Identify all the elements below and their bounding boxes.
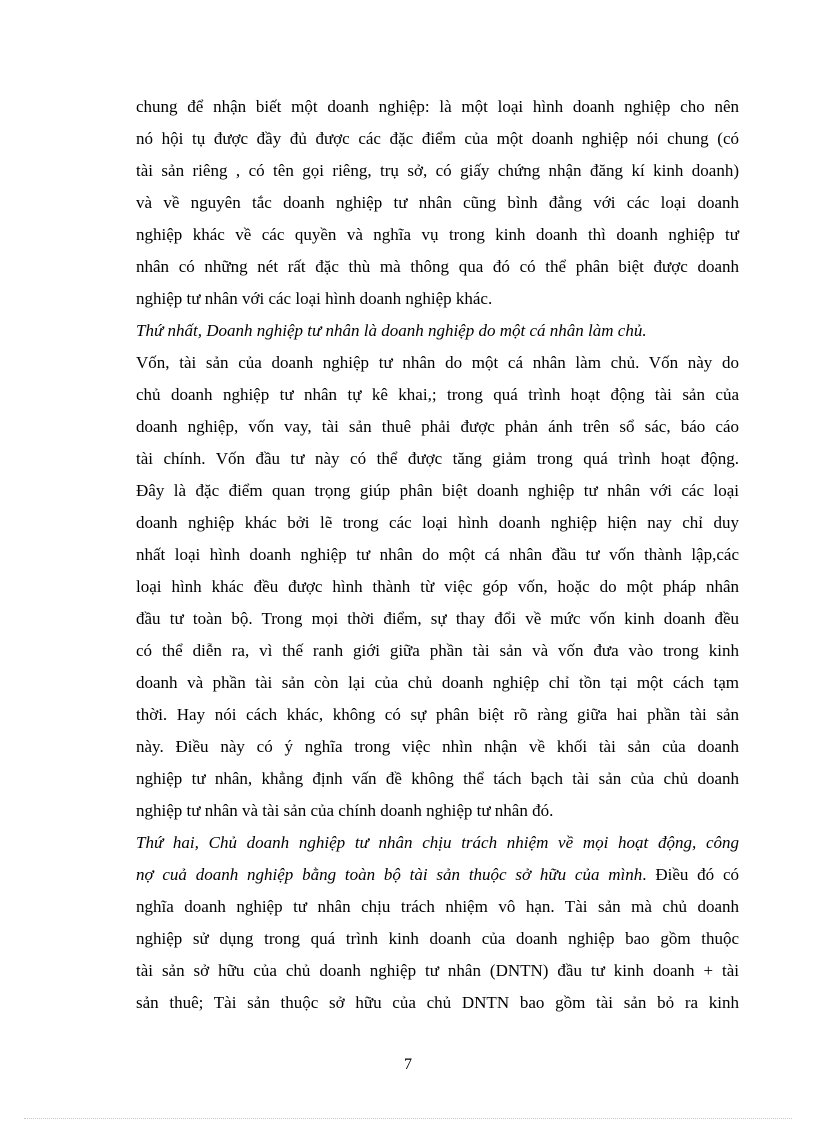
paragraph-line: doanh nghiệp, vốn vay, tài sản thuê phải được phản ánh trên sổ sác, báo cáo [136,417,739,436]
paragraph-line: nó hội tụ được đầy đủ được các đặc điểm của một doanh nghiệp nói chung (có [136,129,739,148]
section-heading-second: Thứ hai, Chủ doanh nghiệp tư nhân chịu trách nhiệm về mọi hoạt động, công [136,833,739,852]
page-bottom-divider [24,1118,792,1119]
paragraph-line: và về nguyên tắc doanh nghiệp tư nhân cũng bình đẳng với các loại doanh [136,193,739,212]
paragraph-line: nhân có những nét rất đặc thù mà thông qua đó có thể phân biệt được doanh [136,257,739,276]
section-heading-second-continued [136,865,739,885]
section-heading-first: Thứ nhất, Doanh nghiệp tư nhân là doanh nghiệp do một cá nhân làm chủ. [136,321,647,340]
paragraph-line: tài sản riêng , có tên gọi riêng, trụ sở, có giấy chứng nhận đăng kí kinh doanh) [136,161,739,180]
paragraph-line: doanh nghiệp khác bởi lẽ trong các loại hình doanh nghiệp hiện nay chỉ duy [136,513,739,532]
paragraph-line: nhất loại hình doanh nghiệp tư nhân do một cá nhân đầu tư vốn thành lập,các [136,545,739,564]
paragraph-line: sản thuê; Tài sản thuộc sở hữu của chủ DNTN bao gồm tài sản bỏ ra kinh [136,993,739,1012]
paragraph-line: nghiệp khác về các quyền và nghĩa vụ trong kinh doanh thì doanh nghiệp tư [136,225,739,244]
paragraph-line: chung để nhận biết một doanh nghiệp: là một loại hình doanh nghiệp cho nên [136,97,739,116]
paragraph-line: nghiệp sử dụng trong quá trình kinh doanh của doanh nghiệp bao gồm thuộc [136,929,739,948]
paragraph-line: nghiệp tư nhân, khẳng định vấn đề không thể tách bạch tài sản của chủ doanh [136,769,739,788]
paragraph-line: nghiệp tư nhân với các loại hình doanh nghiệp khác. [136,289,493,308]
paragraph-line: có thể diễn ra, vì thế ranh giới giữa phần tài sản và vốn đưa vào trong kinh [136,641,739,660]
paragraph-line: chủ doanh nghiệp tư nhân tự kê khai,; trong quá trình hoạt động tài sản của [136,385,739,404]
paragraph-line: đầu tư toàn bộ. Trong mọi thời điểm, sự thay đổi về mức vốn kinh doanh đều [136,609,739,628]
paragraph-line: thời. Hay nói cách khác, không có sự phân biệt rõ ràng giữa hai phần tài sản [136,705,739,724]
heading-rest-part: . Điều đó có [642,865,740,884]
paragraph-line: này. Điều này có ý nghĩa trong việc nhìn nhận về khối tài sản của doanh [136,737,739,756]
paragraph-line: Đây là đặc điểm quan trọng giúp phân biệt doanh nghiệp tư nhân với các loại [136,481,739,500]
heading-italic-part: nợ cuả doanh nghiệp bằng toàn bộ tài sản thuộc sở hữu của mình [136,865,643,884]
paragraph-line: loại hình khác đều được hình thành từ việc góp vốn, hoặc do một pháp nhân [136,577,739,596]
paragraph-line: nghĩa doanh nghiệp tư nhân chịu trách nhiệm vô hạn. Tài sản mà chủ doanh [136,897,739,916]
paragraph-line: Vốn, tài sản của doanh nghiệp tư nhân do một cá nhân làm chủ. Vốn này do [136,353,739,372]
paragraph-line: nghiệp tư nhân và tài sản của chính doanh nghiệp tư nhân đó. [136,801,554,820]
paragraph-line: tài sản sở hữu của chủ doanh nghiệp tư nhân (DNTN) đầu tư kinh doanh + tài [136,961,739,980]
page-number: 7 [404,1056,412,1073]
paragraph-line: tài chính. Vốn đầu tư này có thể được tăng giảm trong quá trình hoạt động. [136,449,739,468]
paragraph-line: doanh và phần tài sản còn lại của chủ doanh nghiệp chỉ tồn tại một cách tạm [136,673,739,692]
